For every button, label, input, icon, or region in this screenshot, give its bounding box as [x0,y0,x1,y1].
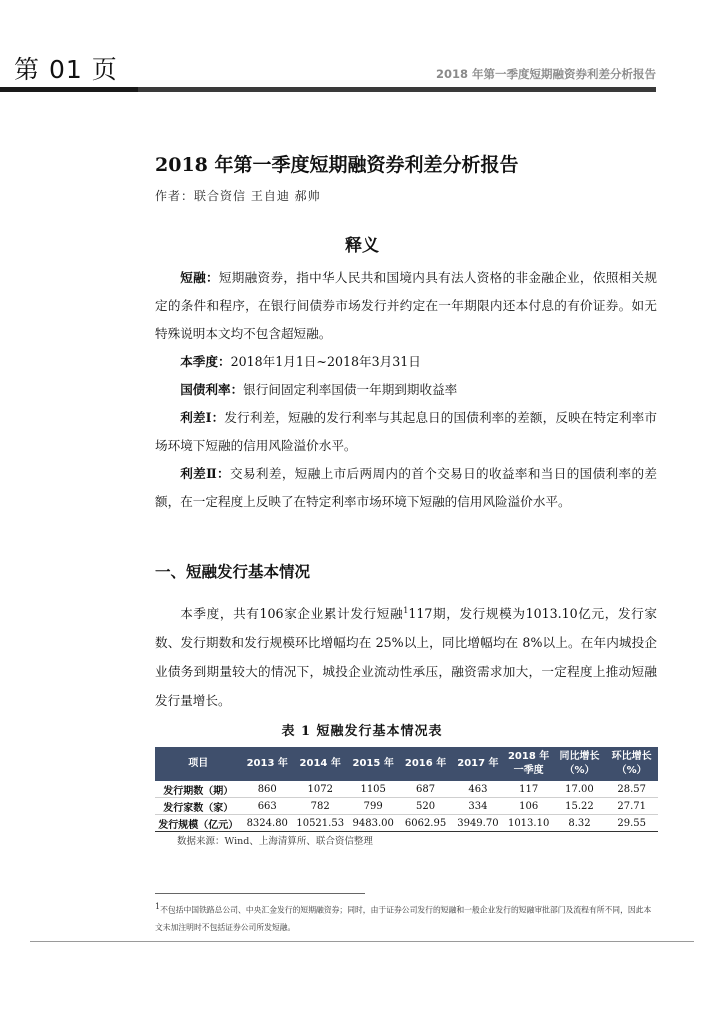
table-cell: 106 [504,798,554,815]
paragraph-text-cont: 117期，发行规模为1013.10亿元，发行家数、发行期数和发行规模环比增幅均在 25%以上，同比增幅均在 8%以上。在年内城投企业债务到期量较大的情况下，城投企业流动性承压，融资需求加大，一定程度上推动短融发行量增长。 [155,606,657,709]
definition-term: 利差Ⅰ： [180,410,225,425]
table-source-note: 数据来源：Wind、上海清算所、联合资信整理 [177,836,373,847]
table-cell: 8324.80 [241,815,293,832]
table-cell: 860 [241,781,293,798]
column-header: 同比增长（%） [554,747,606,781]
table-cell: 8.32 [554,815,606,832]
definition-text: 发行利差，短融的发行利率与其起息日的国债利率的差额，反映在特定利率市场环境下短融的信用风险溢价水平。 [155,410,657,453]
table-cell: 663 [241,798,293,815]
table-cell: 117 [504,781,554,798]
table-cell: 3949.70 [452,815,504,832]
table-cell: 1072 [293,781,347,798]
document-authors: 作者：联合资信 王自迪 郝帅 [155,189,321,203]
table-cell: 799 [347,798,399,815]
table-header-row [155,747,658,781]
column-header: 2014 年 [293,747,347,781]
header-rule [138,87,656,92]
definition-term: 利差Ⅱ： [180,466,231,481]
definition-quarter [155,348,657,376]
definition-term: 短融： [180,270,219,285]
table-cell: 9483.00 [347,815,399,832]
footnote [155,898,658,936]
header-rule-dark [0,87,138,92]
column-header: 2013 年 [241,747,293,781]
section-heading: 一、短融发行基本情况 [155,562,311,581]
table-cell: 28.57 [605,781,658,798]
definition-text: 2018年1月1日~2018年3月31日 [230,354,421,369]
definition-spread-1 [155,404,657,460]
footnote-divider [155,893,365,894]
page-number-label: 第 01 页 [14,55,118,84]
running-header-title: 2018 年第一季度短期融资券利差分析报告 [435,67,656,81]
table-cell: 520 [399,798,452,815]
table-cell: 6062.95 [399,815,452,832]
page-bottom-divider [30,941,694,942]
table-cell: 687 [399,781,452,798]
table-cell: 334 [452,798,504,815]
definition-short-financing [155,264,657,348]
table-row [155,815,658,832]
document-title: 2018 年第一季度短期融资券利差分析报告 [155,154,519,176]
definition-text: 交易利差，短融上市后两周内的首个交易日的收益率和当日的国债利率的差额，在一定程度上反映了在特定利率市场环境下短融的信用风险溢价水平。 [155,466,657,509]
table-cell: 29.55 [605,815,658,832]
section-paragraph [155,596,657,715]
table-row [155,798,658,815]
definitions-heading: 释义 [345,236,379,256]
definition-term: 本季度： [180,354,231,369]
table-cell: 10521.53 [293,815,347,832]
table-cell: 17.00 [554,781,606,798]
table-cell: 1105 [347,781,399,798]
table-row [155,781,658,798]
table-cell: 27.71 [605,798,658,815]
definition-treasury-rate [155,376,657,404]
table-cell: 15.22 [554,798,606,815]
paragraph-text: 本季度，共有106家企业累计发行短融 [180,606,404,622]
table-cell: 1013.10 [504,815,554,832]
table-caption: 表 1 短融发行基本情况表 [281,724,443,739]
definition-term: 国债利率： [180,382,244,397]
table-cell: 782 [293,798,347,815]
row-label: 发行家数（家） [155,798,241,815]
footnote-reference[interactable]: 1 [403,606,409,615]
column-header: 2018 年一季度 [504,747,554,781]
footnote-text: 不包括中国铁路总公司、中央汇金发行的短期融资券；同时，由于证券公司发行的短融和一般企业发行的短融审批部门及流程有所不同，因此本文未加注明时不包括证券公司所发短融。 [155,905,652,932]
row-label: 发行期数（期） [155,781,241,798]
column-header: 2016 年 [399,747,452,781]
issuance-table [155,747,658,832]
table-cell: 463 [452,781,504,798]
column-header: 2017 年 [452,747,504,781]
column-header: 项目 [155,747,241,781]
column-header: 环比增长（%） [605,747,658,781]
definition-text: 银行间固定利率国债一年期到期收益率 [243,382,458,397]
column-header: 2015 年 [347,747,399,781]
definition-text: 短期融资券，指中华人民共和国境内具有法人资格的非金融企业，依照相关规定的条件和程序，在银行间债券市场发行并约定在一年期限内还本付息的有价证券。如无特殊说明本文均不包含超短融。 [155,270,658,341]
row-label: 发行规模（亿元） [155,815,241,832]
footnote-mark: 1 [155,902,161,911]
definition-spread-2 [155,460,657,516]
